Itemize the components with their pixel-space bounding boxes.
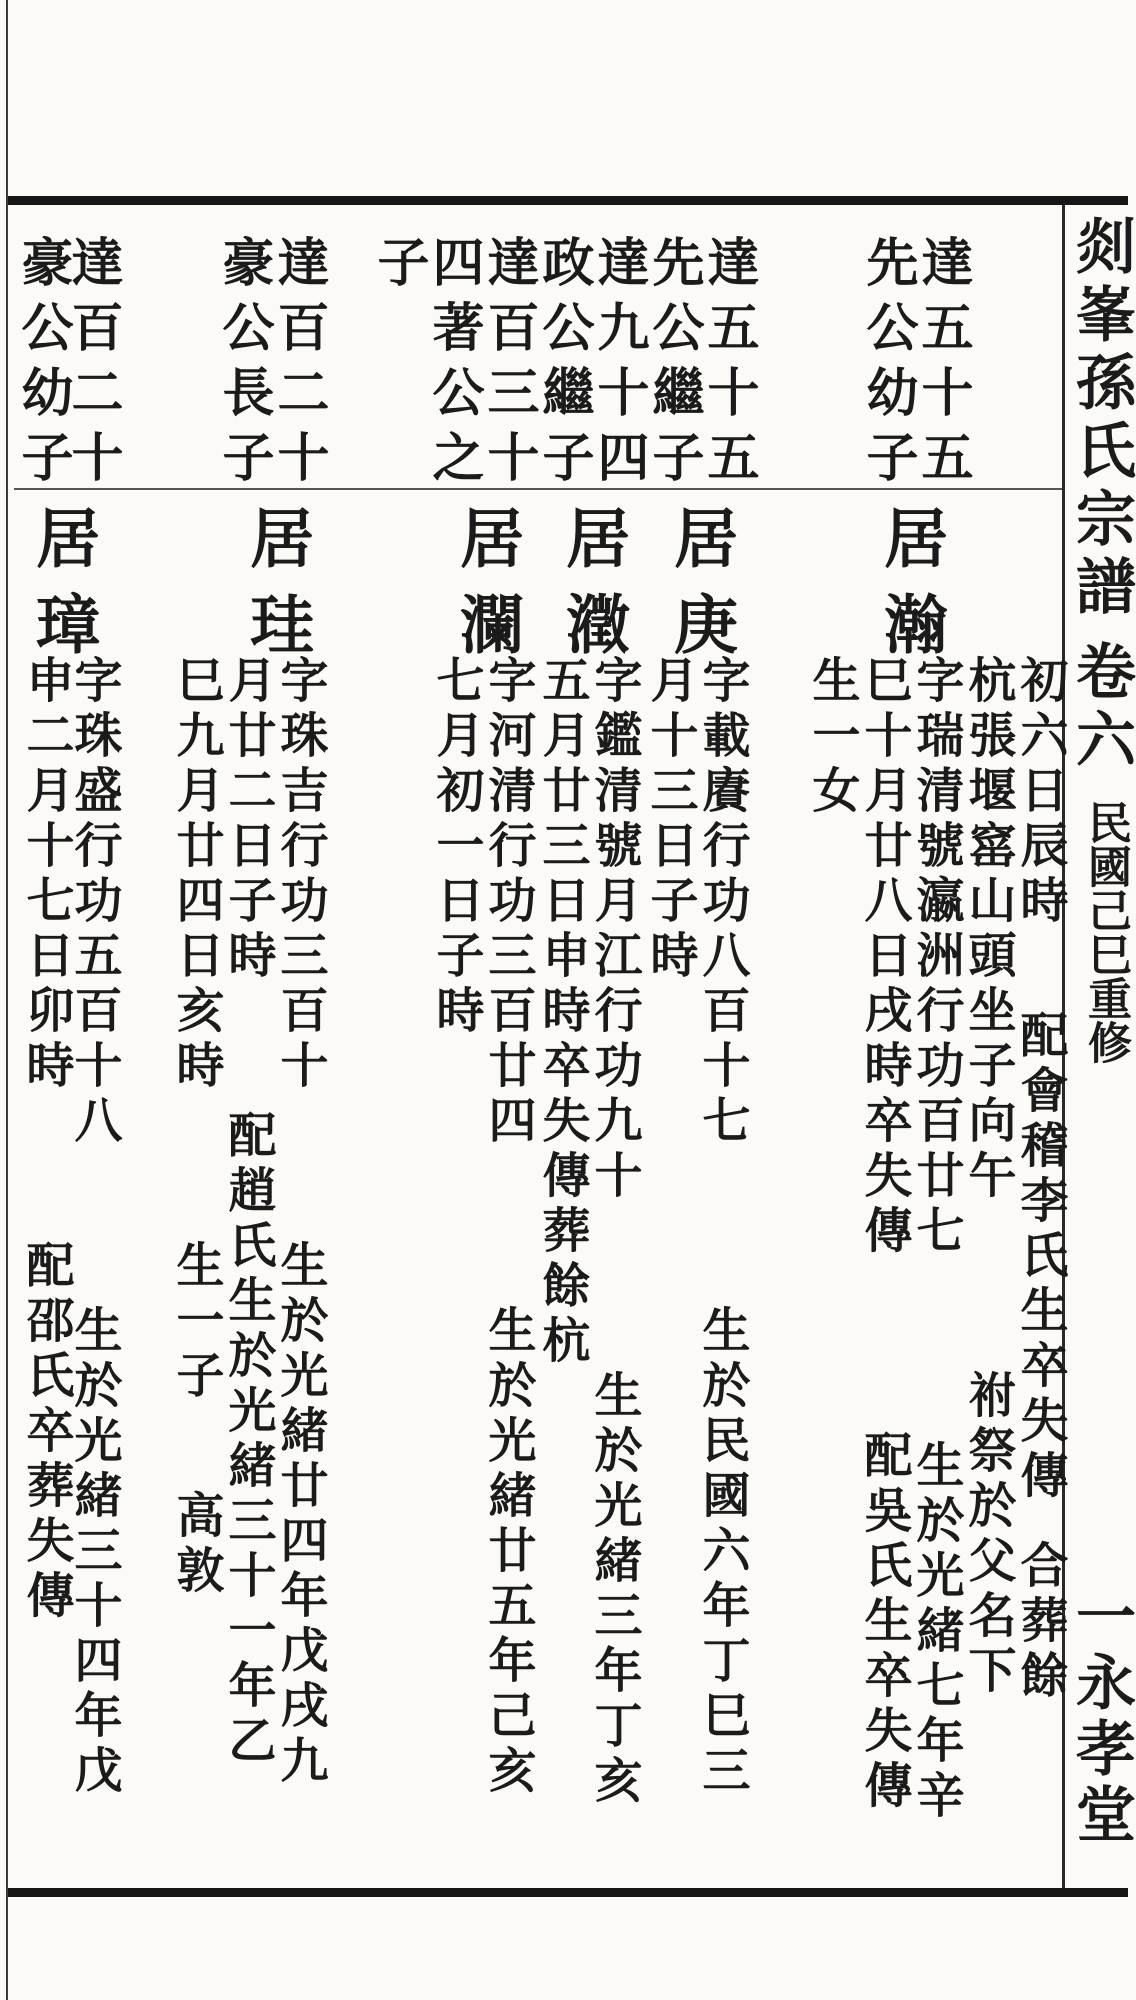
ancestor-line: 豪公長子 (213, 235, 274, 495)
ancestor-line: 達五十五 (698, 235, 759, 495)
person-name: 居庚 (663, 505, 738, 677)
ancestor-line: 達九十四 (588, 235, 649, 495)
entry-line: 申二月十七日卯時 (18, 655, 74, 1095)
ancestor-line: 豪公幼子 (12, 235, 73, 495)
entry-line: 祔祭於父名下 (960, 1370, 1016, 1700)
entry-line: 生於光緒三年丁亥 (586, 1370, 642, 1810)
entry-line: 月廿二日子時 (220, 655, 276, 985)
book-title: 剡峯孫氏宗譜 (1066, 215, 1136, 623)
entry-line: 配會稽李氏生卒失傳 (1012, 1010, 1068, 1505)
ancestor-line: 政公繼子 (533, 235, 594, 495)
person-name: 居瀓 (555, 505, 630, 677)
top-border (8, 196, 1128, 205)
entry-line: 生於光緒三十四年戊 (66, 1305, 122, 1800)
entry-line: 字瑞清號瀛洲行功百廿七 (908, 655, 964, 1260)
hall-name: 一永孝堂 (1066, 1585, 1136, 1849)
ancestor-line: 子 (368, 235, 429, 300)
person-name: 居瀚 (873, 505, 948, 677)
entry-line: 杭張堰窰山頭坐子向午 (960, 655, 1016, 1205)
entry-line: 字珠盛行功五百十八 (66, 655, 122, 1150)
ancestor-line: 先公幼子 (857, 235, 918, 495)
entry-line: 字珠吉行功三百十 (272, 655, 328, 1095)
volume-label: 卷六 (1066, 640, 1136, 776)
entry-line: 字河清行功三百廿四 (480, 655, 536, 1150)
entry-line: 配吳氏生卒失傳 (856, 1430, 912, 1815)
binding-edge (6, 0, 8, 2000)
entry-line: 高敦 (168, 1490, 224, 1600)
ancestor-line: 四著公之 (423, 235, 484, 495)
entry-line: 生於光緒廿五年己亥 (480, 1305, 536, 1800)
entry-line: 生一女 (804, 655, 860, 820)
bottom-border (8, 1888, 1128, 1897)
person-name: 居璋 (25, 505, 100, 677)
ancestor-line: 達百二十 (62, 235, 123, 495)
ancestor-line: 達百三十 (478, 235, 539, 495)
entry-line: 生於民國六年丁巳三 (694, 1305, 750, 1800)
ancestor-line: 達百二十 (268, 235, 329, 495)
ancestor-line: 先公繼子 (643, 235, 704, 495)
entry-line: 生一子 (168, 1240, 224, 1405)
person-name: 居珪 (239, 505, 314, 677)
edition-note: 民國己巳重修 (1080, 800, 1131, 1064)
entry-line: 初六日辰時 (1012, 655, 1068, 930)
entry-line: 生於光緒七年辛 (908, 1440, 964, 1825)
entry-line: 配趙氏生於光緒三十一年乙 (220, 1110, 276, 1770)
entry-line: 七月初一日子時 (428, 655, 484, 1040)
entry-line: 五月廿三日申時卒失傳葬餘杭 (534, 655, 590, 1370)
ancestor-line: 達五十五 (912, 235, 973, 495)
entry-line: 配邵氏卒葬失傳 (18, 1240, 74, 1625)
entry-line: 字鑑清號月江行功九十 (586, 655, 642, 1205)
entry-line: 生於光緒廿四年戊戌九 (272, 1240, 328, 1790)
entry-line: 字載賡行功八百十七 (694, 655, 750, 1150)
entry-line: 合葬餘 (1012, 1540, 1068, 1705)
entry-line: 月十三日子時 (642, 655, 698, 985)
entry-line: 巳九月廿四日亥時 (168, 655, 224, 1095)
entry-line: 巳十月廿八日戌時卒失傳 (856, 655, 912, 1260)
person-name: 居瀾 (449, 505, 524, 677)
